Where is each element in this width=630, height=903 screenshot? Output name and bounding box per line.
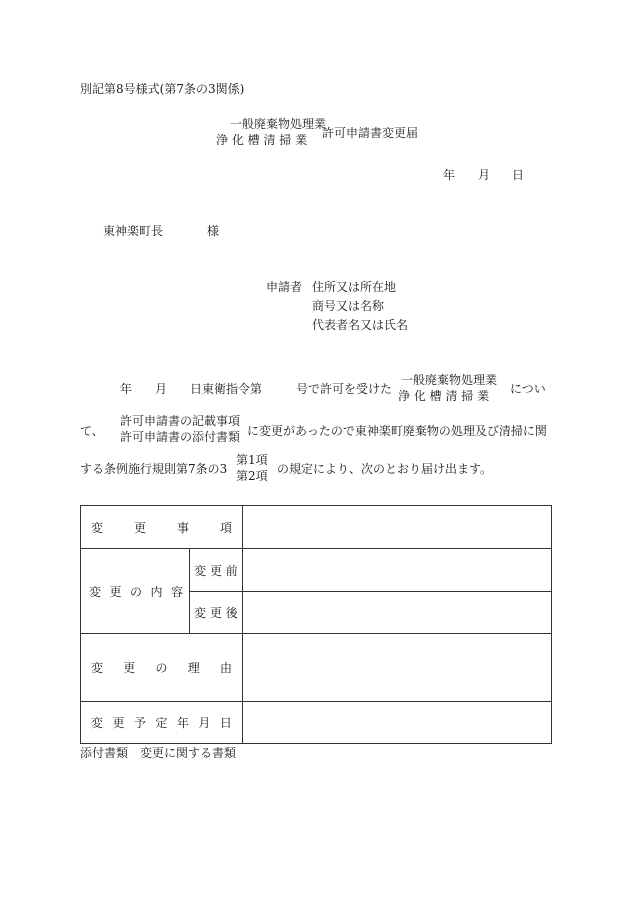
body-month: 月	[155, 382, 168, 396]
date-day: 日	[512, 168, 525, 182]
body-option-attachments: 許可申請書の添付書類	[120, 430, 241, 444]
addressee-honorific: 様	[207, 224, 220, 238]
form-reference: 別記第8号様式(第7条の3関係)	[80, 82, 245, 96]
change-item-label: 変 更 事 項	[81, 506, 243, 549]
body-line2-text: に変更があったので東神楽町廃棄物の処理及び清掃に関	[247, 424, 547, 438]
addressee-name: 東神楽町長	[103, 224, 164, 238]
body-line3-end: の規定により、次のとおり届け出ます。	[277, 462, 493, 476]
change-before-field[interactable]	[243, 549, 552, 592]
change-before-label: 変 更 前	[190, 549, 243, 592]
change-item-field[interactable]	[243, 506, 552, 549]
change-reason-field[interactable]	[243, 634, 552, 702]
change-details-table	[80, 505, 552, 744]
applicant-label: 申請者	[266, 280, 303, 294]
body-line1-end: につい	[510, 382, 546, 396]
body-permit: 号で許可を受けた	[296, 382, 393, 396]
title-business-waste: 一般廃棄物処理業	[230, 117, 327, 131]
body-line3-start: する条例施行規則第7条の3	[80, 462, 228, 476]
body-business-waste: 一般廃棄物処理業	[401, 373, 498, 387]
body-option-clause-1: 第1項	[236, 453, 268, 467]
applicant-representative-label: 代表者名又は氏名	[312, 318, 409, 332]
date-year: 年	[443, 168, 456, 182]
body-year: 年	[120, 382, 133, 396]
document-title: 許可申請書変更届	[322, 126, 419, 140]
body-option-entries: 許可申請書の記載事項	[120, 414, 241, 428]
body-option-clause-2: 第2項	[236, 469, 268, 483]
title-business-septic: 浄 化 槽 清 掃 業	[216, 133, 308, 147]
date-month: 月	[478, 168, 491, 182]
applicant-trade-name-label: 商号又は名称	[312, 299, 385, 313]
scheduled-date-label: 変 更 予 定 年 月 日	[81, 702, 243, 744]
change-after-field[interactable]	[243, 592, 552, 634]
change-after-label: 変 更 後	[190, 592, 243, 634]
change-content-label: 変 更 の 内 容	[81, 549, 190, 634]
applicant-address-label: 住所又は所在地	[312, 280, 397, 294]
scheduled-date-field[interactable]	[243, 702, 552, 744]
change-reason-label: 変 更 の 理 由	[81, 634, 243, 702]
body-business-septic: 浄 化 槽 清 掃 業	[398, 389, 490, 403]
body-day-ref: 日東衛指令第	[190, 382, 263, 396]
attachments-note: 添付書類 変更に関する書類	[80, 746, 237, 760]
body-line2-start: て、	[80, 424, 104, 438]
